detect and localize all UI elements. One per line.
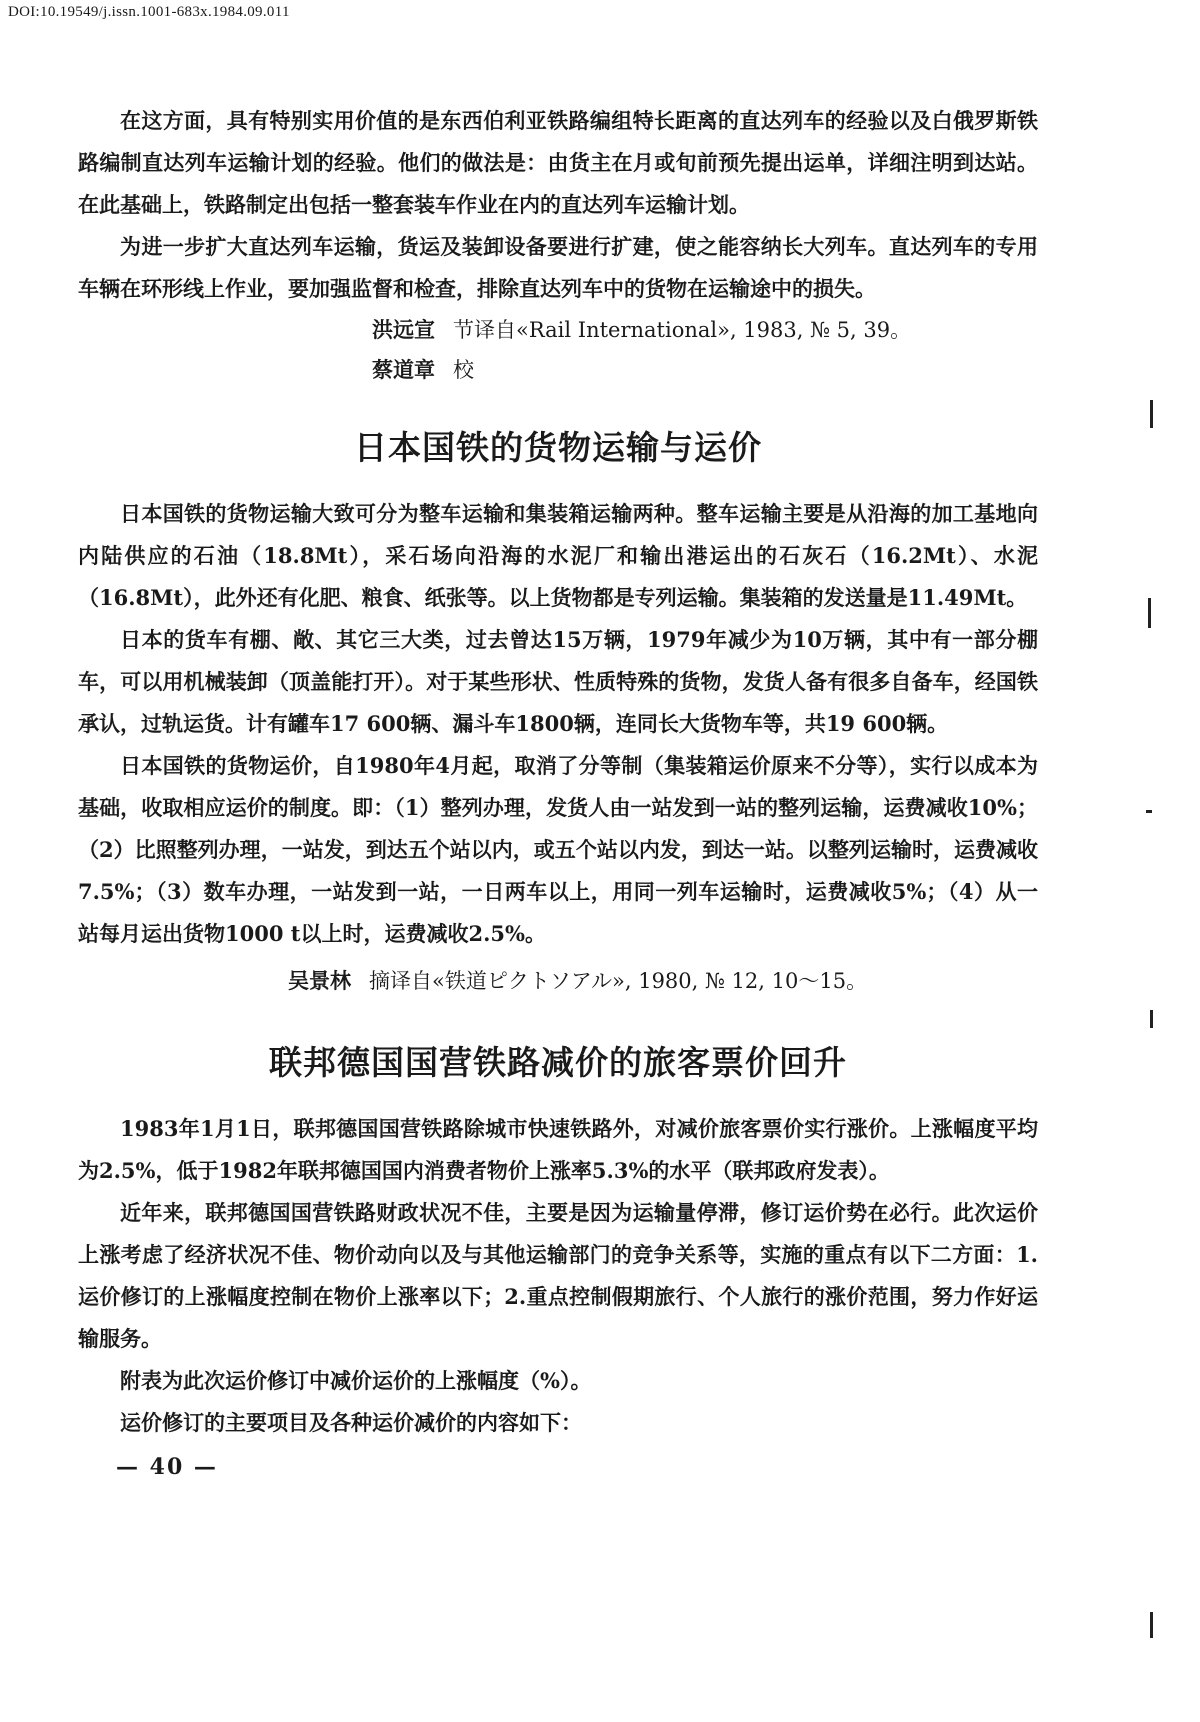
translator-name: 吴景林 [288, 968, 351, 993]
page-content [78, 100, 1038, 1480]
article3-paragraph: 近年来，联邦德国国营铁路财政状况不佳，主要是因为运输量停滞，修订运价势在必行。此次运价上涨考虑了经济状况不佳、物价动向以及与其他运输部门的竞争关系等，实施的重点有以下二方面：1.运价修订的上涨幅度控制在物价上涨率以下；2.重点控制假期旅行、个人旅行的涨价范围，努力作好运输服务。 [78, 1200, 1038, 1351]
article3-paragraph: 附表为此次运价修订中减价运价的上涨幅度（%）。 [120, 1368, 592, 1393]
article2-title: 日本国铁的货物运输与运价 [354, 428, 762, 467]
translator-name: 洪远宣 [372, 317, 435, 342]
article3-paragraph: 运价修订的主要项目及各种运价减价的内容如下： [120, 1410, 582, 1435]
scan-mark [1150, 1010, 1153, 1028]
scan-mark [1150, 400, 1153, 428]
article2-paragraph: 日本国铁的货物运输大致可分为整车运输和集装箱运输两种。整车运输主要是从沿海的加工基地向内陆供应的石油（18.8Mt），采石场向沿海的水泥厂和输出港运出的石灰石（16.2Mt）、水泥（16.8Mt），此外还有化肥、粮食、纸张等。以上货物都是专列运输。集装箱的发送量是11.49Mt。 [78, 501, 1038, 610]
article2-translator-credit [78, 961, 1038, 1001]
article2-paragraph: 日本国铁的货物运价，自1980年4月起，取消了分等制（集装箱运价原来不分等），实行以成本为基础，收取相应运价的制度。即：（1）整列办理，发货人由一站发到一站的整列运输，运费减收10%；（2）比照整列办理，一站发，到达五个站以内，或五个站以内发，到达一站。以整列运输时，运费减收7.5%；（3）数车办理，一站发到一站，一日两车以上，用同一列车运输时，运费减收5%；（4）从一站每月运出货物1000 t以上时，运费减收2.5%。 [78, 753, 1038, 946]
article1-paragraph: 在这方面，具有特别实用价值的是东西伯利亚铁路编组特长距离的直达列车的经验以及白俄罗斯铁路编制直达列车运输计划的经验。他们的做法是：由货主在月或旬前预先提出运单，详细注明到达站。在此基础上，铁路制定出包括一整套装车作业在内的直达列车运输计划。 [78, 108, 1038, 217]
translator-source: 节译自«Rail International», 1983, № 5, 39。 [453, 318, 912, 342]
article1-paragraph: 为进一步扩大直达列车运输，货运及装卸设备要进行扩建，使之能容纳长大列车。直达列车的专用车辆在环形线上作业，要加强监督和检查，排除直达列车中的货物在运输途中的损失。 [78, 234, 1038, 301]
translator-source: 摘译自«铁道ピクトソアル», 1980, № 12, 10～15。 [369, 969, 868, 993]
scan-mark [1148, 598, 1151, 628]
article3-paragraph: 1983年1月1日，联邦德国国营铁路除城市快速铁路外，对减价旅客票价实行涨价。上涨幅度平均为2.5%，低于1982年联邦德国国内消费者物价上涨率5.3%的水平（联邦政府发表）。 [78, 1116, 1038, 1183]
doi-header: DOI:10.19549/j.issn.1001-683x.1984.09.011 [8, 4, 290, 20]
proofreader-role: 校 [453, 358, 474, 382]
article3-title: 联邦德国国营铁路减价的旅客票价回升 [269, 1043, 847, 1082]
proofreader-name: 蔡道章 [372, 357, 435, 382]
article1-translator-credit [78, 310, 1038, 350]
article2-paragraph: 日本的货车有棚、敞、其它三大类，过去曾达15万辆，1979年减少为10万辆，其中有一部分棚车，可以用机械装卸（顶盖能打开）。对于某些形状、性质特殊的货物，发货人备有很多自备车，经国铁承认，过轨运货。计有罐车17 600辆、漏斗车1800辆，连同长大货物车等，共19 600辆。 [78, 627, 1038, 736]
article1-proofreader-credit [78, 350, 1038, 390]
scan-mark [1146, 810, 1152, 813]
scan-mark [1150, 1612, 1153, 1638]
page-number: — 40 — [116, 1454, 218, 1480]
